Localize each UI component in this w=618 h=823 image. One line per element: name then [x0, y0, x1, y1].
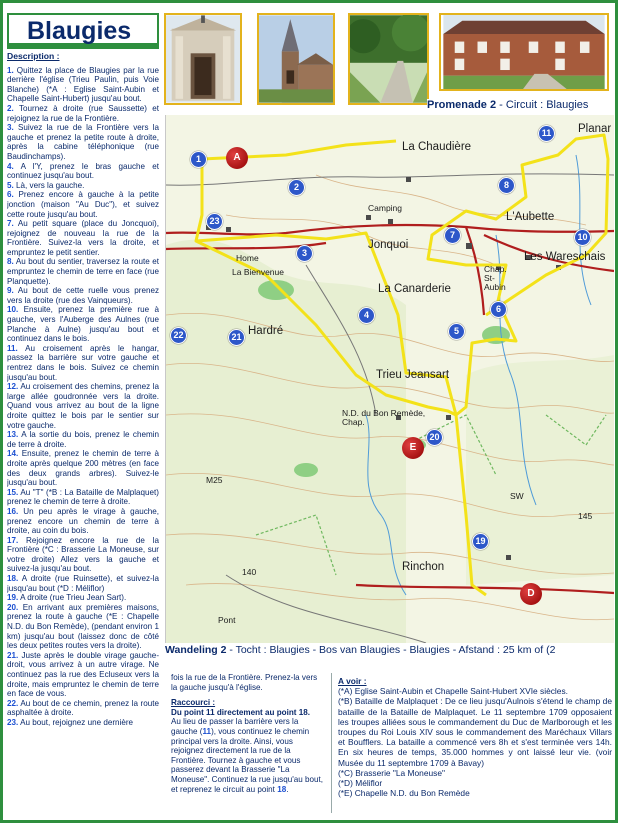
description-step: [7, 219, 159, 257]
step-number: 19.: [7, 593, 19, 603]
label-aubette: L'Aubette: [506, 211, 555, 223]
route-marker-8: 8: [498, 177, 515, 194]
step-text: Un peu après le virage à gauche, prenez encore un chemin de terre à droite, au coin du bois.: [7, 506, 159, 536]
a-voir-items: [338, 686, 612, 798]
step-text: Au bout du sentier, traversez la route et empruntez le chemin de terre en face (rue Planquette).: [7, 257, 159, 286]
step-text: Quittez la place de Blaugies par la rue derrière l'église (Trieu Paulin, puis Voie Blanche) (*A : Eglise Saint-Aubin et Chapelle Saint-Hubert) jusqu'au bout.: [7, 65, 159, 104]
shortcut-text-after: .: [286, 784, 289, 794]
label-sw: SW: [510, 491, 524, 501]
step-number: 16.: [7, 506, 19, 516]
country-path-photo: [348, 13, 429, 105]
promenade-rest: - Circuit : Blaugies: [496, 99, 589, 111]
description-step: [7, 257, 159, 286]
description-step: [7, 344, 159, 382]
description-step: [7, 574, 159, 593]
description-step: [7, 449, 159, 487]
route-map: [165, 115, 614, 643]
route-marker-21: 21: [228, 329, 245, 346]
farmhouse-photo: [439, 13, 609, 91]
shortcut-point-b: 18: [277, 784, 287, 794]
shortcut-heading: Raccourci :: [171, 698, 216, 708]
step-text: Au petit square (place du Joncquoi), rejoignez de nouveau la rue de la Frontière. Suivez-la vers la droite, et empruntez le petit sentier.: [7, 219, 159, 257]
route-marker-7: 7: [444, 227, 461, 244]
step-number: 23.: [7, 717, 19, 727]
step-number: 1.: [7, 65, 14, 75]
description-step: [7, 104, 159, 123]
step-text: A l'Y, prenez le bras gauche et continuez jusqu'au bout.: [7, 161, 159, 181]
step-text: A droite (rue Trieu Jean Sart).: [20, 593, 127, 603]
description-steps: [7, 66, 159, 728]
description-step: [7, 162, 159, 181]
label-wareschais: Les Wareschais: [524, 251, 606, 263]
route-marker-22: 22: [170, 327, 187, 344]
page-title: Blaugies: [27, 17, 132, 45]
route-marker-10: 10: [574, 229, 591, 246]
step-number: 13.: [7, 430, 19, 440]
step-number: 2.: [7, 103, 14, 113]
step-23-continuation: fois la rue de la Frontière. Prenez-la vers la gauche jusqu'à l'église.: [171, 673, 318, 692]
label-pont: Pont: [218, 615, 236, 625]
label-145: 145: [578, 511, 593, 521]
label-hardre: Hardré: [248, 325, 284, 337]
shortcut-subheading: Du point 11 directement au point 18.: [171, 707, 310, 717]
step-number: 17.: [7, 535, 19, 545]
step-number: 18.: [7, 574, 19, 584]
description-step: [7, 286, 159, 305]
step-text: Là, vers la gauche.: [16, 180, 85, 190]
a-voir-item: (*A) Eglise Saint-Aubin et Chapelle Saint-Hubert XVIe siècles.: [338, 686, 568, 697]
label-planard: Planar: [578, 123, 612, 135]
description-step: [7, 66, 159, 104]
description-step: [7, 507, 159, 536]
route-marker-6: 6: [490, 301, 507, 318]
shortcut-text-before: Au lieu de passer la barrière vers la gauche (: [171, 717, 299, 736]
a-voir-item: (*D) Méliflor: [338, 778, 383, 789]
route-marker-19: 19: [472, 533, 489, 550]
description-step: [7, 603, 159, 651]
church-photo: [257, 13, 335, 105]
a-voir-item: (*B) Bataille de Malplaquet : De ce lieu jusqu'Aulnois s'étend le champ de bataille de la Bataille de Malplaquet. Le 11 septembre 1709 opposaient les troupes alliées sous le commandement du Duc de Marlborough et les troupes du Roi Louis XIV sous le commandement des Maréchaux Villars et Boufflers. La bataille a commencé vers 8h et s'est terminée vers 14h. En six heures de temps, 35.000 hommes y ont laissé leur vie. (voir Musée du 11 septembre 1709 à Bavay): [338, 696, 612, 768]
step-text: Ensuite, prenez la première rue à gauche, vers l'Auberge des Aulnes (rue Planche à Aulne) jusqu'au bout et continuez dans le bois.: [7, 305, 159, 344]
step-number: 5.: [7, 180, 14, 190]
route-marker-3: 3: [296, 245, 313, 262]
step-text: Au croisement après le hangar, passez la barrière sur votre gauche et rentrez dans le bois. Suivez ce chemin jusqu'au bout.: [7, 343, 159, 382]
step-text: Au croisement des chemins, prenez la large allée goudronnée vers la droite. Quand vous arrivez au bout de la ligne droite quittez le bois par le sentier sur votre gauche.: [7, 382, 159, 430]
label-140: 140: [242, 567, 257, 577]
label-m25: M25: [206, 475, 223, 485]
description-step: [7, 536, 159, 574]
label-trieu-jeansart: Trieu Jeansart: [376, 369, 450, 381]
description-step: [7, 651, 159, 699]
step-number: 15.: [7, 487, 19, 497]
chapel-photo: [164, 13, 242, 105]
description-step: [7, 488, 159, 507]
description-step: [7, 593, 159, 603]
step-number: 12.: [7, 382, 19, 392]
step-text: En arrivant aux premières maisons, prenez la route à gauche (*E : Chapelle N.D. du Bon Remède), (pendant environ 1 km) jusqu'au bout (laissez donc de côté les deux petites routes vers la droite).: [7, 602, 159, 651]
label-la-canarderie: La Canarderie: [378, 283, 451, 295]
label-home: Home: [236, 253, 259, 263]
wandeling-caption: [165, 644, 615, 659]
step-number: 11.: [7, 343, 18, 353]
step-number: 21.: [7, 650, 19, 660]
a-voir-item: (*E) Chapelle N.D. du Bon Remède: [338, 788, 470, 799]
route-marker-4: 4: [358, 307, 375, 324]
shortcut-text-middle: ), vous continuez le chemin principal vers la droite. Ainsi, vous rejoignez directement la rue de la Frontière. Tournez à gauche et vous passerez devant la Brasserie "La Moneuse". Continuez la rue jusqu'au bout, et reprenez le circuit au point: [171, 726, 324, 794]
step-number: 6.: [7, 190, 14, 200]
description-heading: Description :: [7, 52, 60, 61]
shortcut-column: [171, 673, 325, 818]
label-camping: Camping: [368, 203, 403, 213]
wandeling-label: Wandeling 2: [165, 644, 227, 656]
step-number: 14.: [7, 449, 19, 459]
description-step: [7, 123, 159, 161]
description-step: [7, 181, 159, 191]
step-number: 9.: [7, 286, 14, 296]
description-step: [7, 382, 159, 430]
step-text: Prenez encore à gauche à la petite jonction (maison "Au Duc"), et suivez cette route jusqu'au bout.: [7, 190, 159, 219]
label-nd-du-bon-remede: N.D. du Bon Remède, Chap.: [342, 408, 426, 427]
route-marker-23: 23: [206, 213, 223, 230]
step-text: A la sortie du bois, prenez le chemin de terre à droite.: [7, 430, 159, 449]
shortcut-text: [171, 717, 325, 794]
column-divider: [331, 673, 332, 813]
shortcut-point-a: 11: [202, 726, 212, 736]
label-chap-st-aubin: Chap. St-Aubin: [484, 264, 507, 292]
route-marker-20: 20: [426, 429, 443, 446]
step-number: 4.: [7, 161, 14, 171]
step-text: Au bout, rejoignez une dernière: [20, 717, 134, 727]
step-text: Ensuite, prenez le chemin de terre à droite après quelque 200 mètres (en face des deux grands arbres). Suivez-le jusqu'au bout.: [7, 449, 159, 488]
step-number: 10.: [7, 305, 19, 315]
poi-e: E: [402, 437, 424, 459]
description-step: [7, 718, 159, 728]
label-la-chaudiere: La Chaudière: [402, 141, 472, 153]
label-la-bienvenue: La Bienvenue: [232, 267, 284, 277]
promenade-label: Promenade 2: [427, 99, 497, 111]
a-voir-item: (*C) Brasserie "La Moneuse": [338, 767, 445, 778]
step-text: Rejoignez encore la rue de la Frontière (*C : Brasserie La Moneuse, sur votre droite) Allez vers la gauche et suivez-la jusqu'au bout.: [7, 535, 159, 574]
step-text: Tournez à droite (rue Saussette) et rejoignez la rue de la Frontière.: [7, 103, 159, 123]
title-box: [7, 13, 159, 49]
step-text: Au bout de ce chemin, prenez la route asphaltée à droite.: [7, 698, 159, 718]
description-step: [7, 305, 159, 343]
step-number: 7.: [7, 219, 14, 229]
description-step: [7, 430, 159, 449]
route-marker-2: 2: [288, 179, 305, 196]
label-jonquoi: Jonquoi: [368, 239, 409, 251]
description-step: [7, 699, 159, 718]
step-number: 22.: [7, 698, 19, 708]
step-number: 8.: [7, 257, 14, 267]
step-number: 20.: [7, 602, 19, 612]
description-column: [7, 52, 159, 818]
step-number: 3.: [7, 123, 14, 133]
route-marker-11: 11: [538, 125, 555, 142]
promenade-caption: [427, 99, 615, 116]
poi-a: A: [226, 147, 248, 169]
step-text: Juste après le double virage gauche-droit, vous arrivez à un autre virage. Ne continuez pas la rue des Ecluseux vers la droite, mais empruntez le chemin de terre en face de vous.: [7, 650, 159, 699]
a-voir-heading: A voir :: [338, 676, 367, 686]
step-text: Suivez la rue de la Frontière vers la gauche et prenez la petite route à droite, après la cabine téléphonique (rue Baudinchamps).: [7, 123, 159, 161]
step-text: Au "T" (*B : La Bataille de Malplaquet) prenez le chemin de terre à droite.: [7, 487, 159, 507]
step-text: Au bout de cette ruelle vous prenez vers la droite (rue des Vainqueurs).: [7, 286, 159, 305]
poi-d: D: [520, 583, 542, 605]
route-marker-1: 1: [190, 151, 207, 168]
route-marker-5: 5: [448, 323, 465, 340]
step-text: A droite (rue Ruinsette), et suivez-la jusqu'au bout (*D : Méliflor): [7, 574, 159, 593]
wandeling-rest: - Tocht : Blaugies - Bos van Blaugies - Blaugies - Afstand : 25 km of (2: [226, 644, 556, 656]
a-voir-section: [338, 676, 612, 818]
description-step: [7, 190, 159, 219]
label-rinchon: Rinchon: [402, 561, 445, 573]
